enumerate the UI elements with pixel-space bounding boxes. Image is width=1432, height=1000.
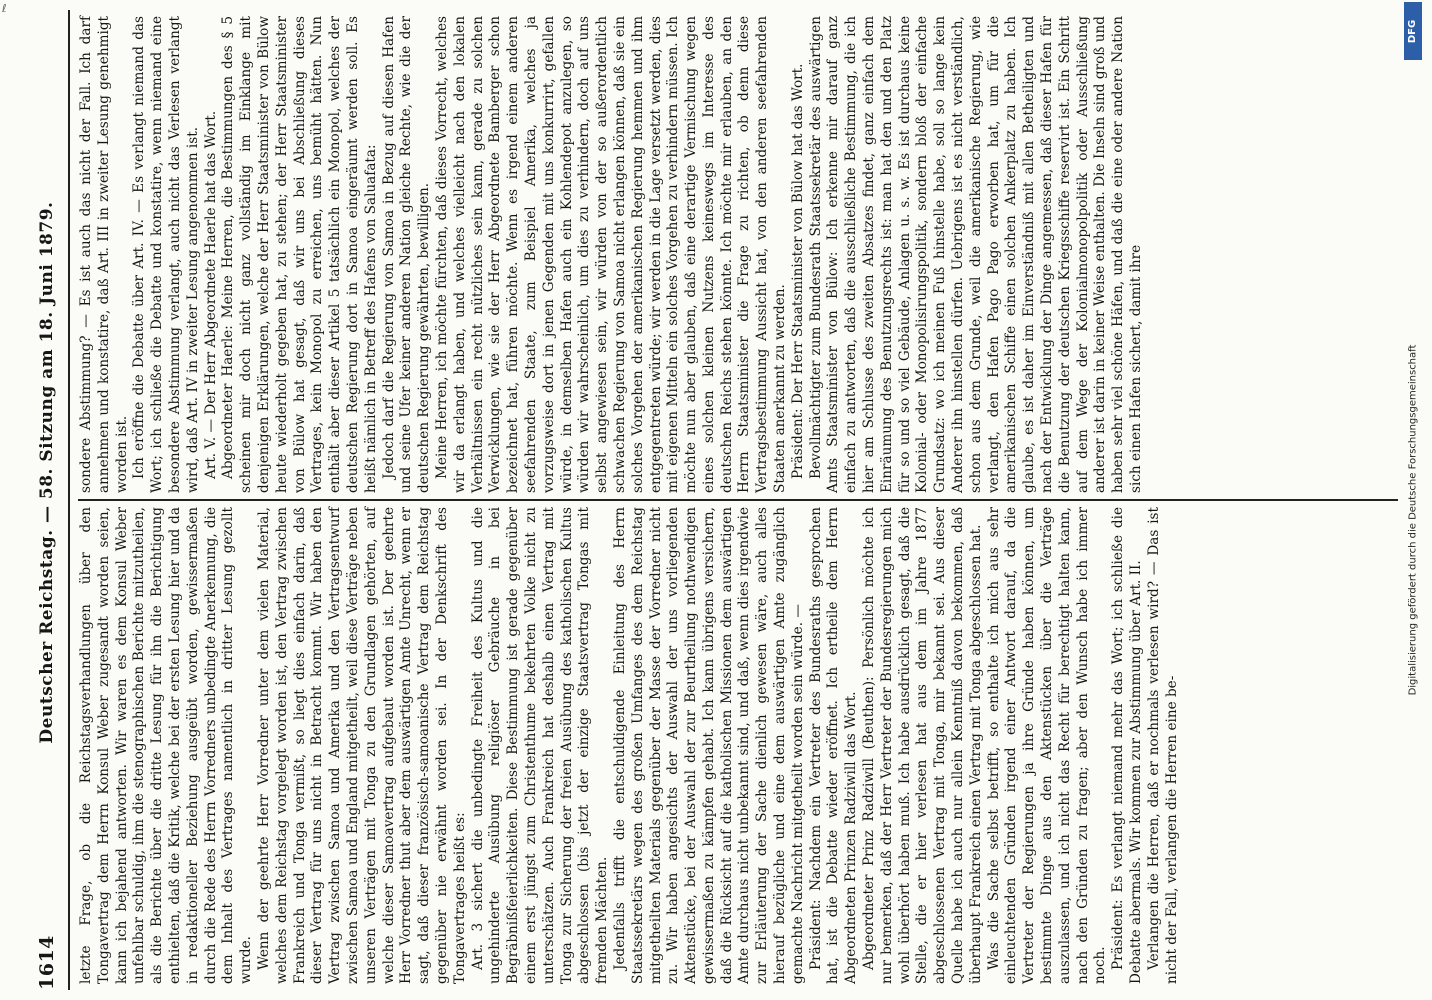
paragraph: Art. V. — Der Herr Abgeordnete Haerle hat das Wort.: [202, 110, 219, 479]
paragraph: Verlangen die Herren, daß er nochmals verlesen wird? — Das ist nicht der Fall, verlangen die Herren eine be-: [1145, 507, 1180, 984]
speaker-paragraph: Präsident: Es verlangt niemand mehr das Wort; ich schließe die Debatte abermals. Wir kommen zur Abstimmung über Art. II.: [1110, 507, 1145, 984]
paragraph: Meine Herren, ich möchte fürchten, daß dieses Vorrecht, welches wir da erlangt haben, und welches vielleicht nach den lokalen Verhältnissen ein recht nützliches sein kann, gerade zu solchen Verwicklungen, wie sie der Herr Abgeordnete Bamberger schon bezeichnet hat, führen möchte. Wenn es irgend einem anderen seefahrenden Staate, zum Beispiel Amerika, welches ja vorzugsweise dort in jenen Gegenden mit uns konkurrirt, gefallen würde, in demselben Hafen auch ein Kohlendepot anzulegen, so würden wir wahrscheinlich, um dies zu verhindern, doch auf uns selbst angewiesen sein, wir würden von der so außerordentlich schwachen Regierung von Samoa nicht erlangen können, daß sie ein solches Vorgehen der amerikanischen Regierung hemmen und ihm entgegentreten würde; wir werden in die Lage versetzt werden, dies mit eigenen Mitteln ein solches Vorgehen zu verhindern müssen. Ich möchte nun aber glauben, daß eine derartige Vermischung wegen eines solchen kleinen Nutzens keineswegs im Interesse des deutschen Reichs stehen könnte. Ich möchte mir erlauben, an den Herrn Staatsminister die Frage zu richten, ob denn diese Vertragsbestimmung Aussicht hat, von den anderen seefahrenden Staaten anerkannt zu werden.: [433, 16, 789, 493]
speaker-paragraph: Präsident: Der Herr Staatsminister von Bülow hat das Wort.: [789, 63, 806, 479]
page-number: 1614: [36, 935, 58, 990]
speaker-paragraph: Abgeordneter Haerle: Meine Herren, die Bestimmungen des § 5 scheinen mir doch nicht ganz vollständig im Einklange mit denjenigen Erklärungen, welche der Herr Staatsminister von Bülow heute wiederholt gegeben hat, zu stehen; der Herr Staatsminister von Bülow hat gesagt, daß wir uns bei Abschließung dieses Vertrages, kein Monopol zu erreichen, uns bemüht hätten. Nun enthält aber dieser Artikel 5 tatsächlich ein Monopol, welches der deutschen Regierung dort in Samoa eingeräumt werden soll. Es heißt nämlich in Betreff des Hafens von Saluafata:: [220, 16, 379, 493]
header-title-line: [37, 10, 57, 935]
quoted-paragraph: Jedoch darf die Regierung von Samoa in Bezug auf diesen Hafen und seine Ufer keiner anderen Nation gleiche Rechte, wie die der deutschen Regierung gewährten, bewilligen.: [380, 16, 433, 493]
paragraph: Jedenfalls trifft die entschuldigende Einleitung des Herrn Staatssekretärs wegen des großen Umfanges des dem Reichstag mitgetheilten Materials gegenüber der Masse der Vorredner nicht zu. Wir haben angesichts der Auswahl der uns vorliegenden Aktenstücke, bei der Auswahl der zur Beurtheilung nothwendigen gewissermaßen zu kämpfen gehabt. Ich kann übrigens versichern, daß die Rücksicht auf die katholischen Missionen dem auswärtigen Amte durchaus nicht unbekannt sind, und daß, wenn dies irgendwie zur Erläuterung der Sache dienlich gewesen wäre, auch alles hierauf bezügliche und eine dem auswärtigen Amte zugänglich gemachte Nachricht mitgetheilt worden sein würde. —: [611, 507, 806, 984]
text-columns: [78, 10, 1398, 990]
paragraph: Ich eröffne die Debatte über Art. IV. — Es verlangt niemand das Wort; ich schließe die Debatte und konstatire, wenn niemand eine besondere Abstimmung verlangt, auch nicht das Verlesen verlangt wird, daß Art. IV in zweiter Lesung angenommen ist.: [131, 16, 201, 493]
session-info: — 58. Sitzung am 18. Juni 1879.: [37, 201, 57, 524]
publication-title: Deutscher Reichstag.: [37, 529, 57, 744]
header-rule: [68, 10, 70, 990]
paragraph: Wenn der geehrte Herr Vorredner unter dem vielen Material, welches dem Reichstag vorgelegt worden ist, den Vertrag zwischen Frankreich und Tonga vermißt, so liegt dies einfach darin, daß dieser Vertrag für uns nicht in Betracht kommt. Wir haben den Vertrag zwischen Samoa und Amerika und den Vertragsentwurf zwischen Samoa und England mitgetheilt, weil diese Verträge neben unseren Verträgen mit Tonga zu den Grundlagen gehörten, auf welche dieser Samoavertrag aufgebaut worden ist. Der geehrte Herr Vorredner thut aber dem auswärtigen Amte Unrecht, wenn er sagt, daß dieser französisch-samoanische Vertrag dem Reichstag gegenüber nie erwähnt worden sei. In der Denkschrift des Tongavertrages heißt es:: [255, 507, 468, 984]
dfg-credit-text: Digitalisierung gefördert durch die Deutsche Forschungsgemeinschaft: [1407, 344, 1419, 696]
left-column: [78, 501, 1398, 990]
speaker-paragraph: Abgeordneter Prinz Radziwill (Beuthen): Persönlich möchte ich nur bemerken, daß der Herr Vertreter der Bundesregierungen mich wohl überhört haben muß. Ich habe ausdrücklich gesagt, daß die Stelle, die er hier verlesen hat aus dem im Jahre 1877 abgeschlossenen Vertrag mit Tonga, mir bekannt sei. Aus dieser Quelle habe ich auch nur allein Kenntniß davon bekommen, daß überhaupt Frankreich einen Vertrag mit Tonga abgeschlossen hat.: [861, 507, 984, 984]
dfg-logo: DFG: [1404, 2, 1422, 60]
corner-mark: ℓ: [2, 2, 7, 15]
quoted-paragraph: Art. 3 sichert die unbedingte Freiheit des Kultus und die ungehinderte Ausübung religiöser Gebräuche in bei Begräbnißfeierlichkeiten. Diese Bestimmung ist gerade gegenüber einem erst jüngst zum Christenthume bekehrten Volke nicht zu unterschätzen. Auch Frankreich hat deshalb einen Vertrag mit Tonga zur Sicherung der freien Ausübung des katholischen Kultus abgeschlossen (bis jetzt der einzige Staatsvertrag Tongas mit fremden Mächten.: [469, 507, 611, 984]
paragraph: letzte Frage, ob die Reichstagsverhandlungen über den Tongavertrag dem Herrn Konsul Weber zugesandt worden seien, kann ich bejahend antworten. Wir waren es dem Konsul Weber unfehlbar schuldig, ihm die stenographischen Berichte mitzutheilen, als die Berichte über die dritte Lesung für ihn die Berichtigung enthielten, daß die Kritik, welche bei der ersten Lesung hier und da in redaktioneller Beziehung ausgeübt worden, gewissermaßen durch die Rede des Herrn Vorredners unbedingte Anerkennung, die dem Inhalt des Vertrages namentlich in dritter Lesung gezollt wurde.: [78, 507, 255, 984]
paragraph: Was die Sache selbst betrifft, so enthalte ich mich aus sehr einleuchtenden Gründen irgend einer Antwort darauf, da die Vertreter der Regierungen ja ihre Gründe haben können, um bestimmte Dinge aus den Aktenstücken über die Verträge auszulassen, und ich nicht das Recht für berechtigt halten kann, nach den Gründen zu fragen; aber den Wunsch habe ich immer noch.: [985, 507, 1109, 984]
speaker-paragraph: Bevollmächtigter zum Bundesrath Staatssekretär des auswärtigen Amts Staatsminister von Bülow: Ich erkenne mir darauf ganz einfach zu antworten, daß die ausschließliche Bestimmung, die ich hier am Schlusse des zweiten Absatzes findet, ganz einfach dem Einräumung des Benutzungsrechts ist: man hat den und den Platz für so und so viel Gebäude, Anlagen u. s. w. Es ist durchaus keine Kolonial- oder Monopolisirungspolitik, sondern bloß der einfache Grundsatz: wo ich meinen Fuß hinstelle habe, soll so lange kein Anderer ihn hinstellen dürfen. Uebrigens ist es nicht verständlich, schon aus dem Grunde, weil die amerikanische Regierung, wie verlangt, den Hafen Pago Pago erworben hat, um für die amerikanischen Schiffe einen solchen Ankerplatz zu haben. Ich glaube, es ist daher im Einverständniß mit allen Betheiligten und nach der Entwicklung der Dinge angemessen, daß dieser Hafen für die Benutzung der deutschen Kriegsschiffe reservirt ist. Ein Schritt auf dem Wege der Kolonialmonopolpolitik oder Ausschließung anderer ist darin in keiner Weise enthalten. Die Inseln sind groß und haben sehr viel schöne Häfen, und daß die eine oder andere Nation sich einen Hafen sichert, damit ihre: [807, 16, 1145, 493]
right-column: [78, 10, 1398, 499]
rotated-document-page: [26, 10, 1406, 990]
column-divider: [78, 499, 1398, 501]
speaker-paragraph: Präsident: Nachdem ein Vertreter des Bundesraths gesprochen hat, ist die Debatte wieder eröffnet. Ich ertheile dem Herrn Abgeordneten Prinzen Radziwill das Wort.: [807, 507, 860, 984]
paragraph: sondere Abstimmung? — Es ist auch das nicht der Fall. Ich darf annehmen und konstatire, daß Art. III in zweiter Lesung genehmigt worden ist.: [78, 16, 130, 493]
digitization-credit: [1398, 0, 1428, 1000]
page-header: [26, 10, 68, 990]
